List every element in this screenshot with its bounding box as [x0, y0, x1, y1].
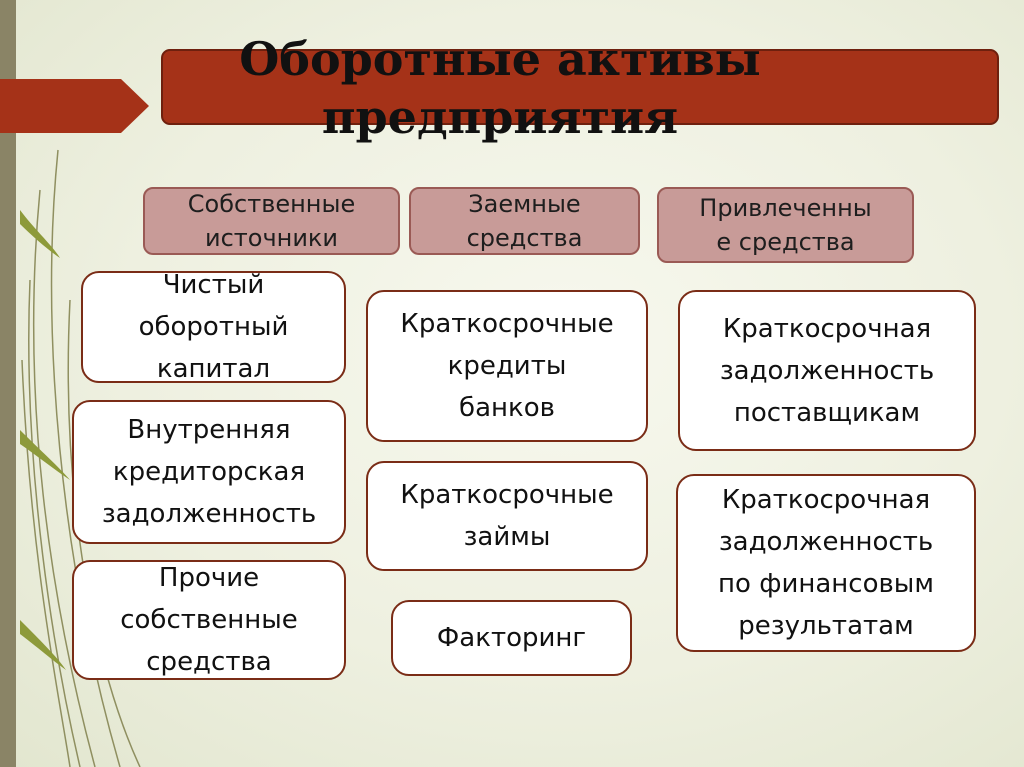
column-header-label: Привлеченны е средства — [699, 194, 872, 256]
column-header-label: Заемные средства — [466, 190, 583, 252]
card-other-own-funds — [72, 560, 346, 680]
card-label: Прочие собственные средства — [120, 563, 298, 677]
card-internal-payables — [72, 400, 346, 544]
card-payables-financial-results — [676, 474, 976, 652]
card-short-term-bank-loans — [366, 290, 648, 442]
column-header-borrowed-funds — [409, 187, 640, 255]
card-label: Краткосрочная задолженность поставщикам — [719, 313, 935, 428]
card-net-working-capital — [81, 271, 346, 383]
page-title — [170, 30, 830, 146]
card-label: Чистый оборотный капитал — [138, 270, 289, 384]
column-header-attracted-funds — [657, 187, 914, 263]
card-label: Краткосрочная задолженность по финансовым результатам — [718, 485, 934, 641]
card-label: Внутренняя кредиторская задолженность — [101, 415, 317, 529]
card-label: Факторинг — [436, 623, 587, 653]
column-header-label: Собственные источники — [187, 190, 356, 252]
card-label: Краткосрочные займы — [400, 480, 614, 552]
page-title-text: Оборотные активы предприятия — [239, 32, 761, 144]
column-header-own-sources — [143, 187, 400, 255]
card-payables-to-suppliers — [678, 290, 976, 451]
card-factoring — [391, 600, 632, 676]
card-short-term-loans — [366, 461, 648, 571]
arrow-tab — [0, 79, 149, 133]
leaf-shapes — [20, 210, 70, 670]
card-label: Краткосрочные кредиты банков — [400, 309, 614, 423]
